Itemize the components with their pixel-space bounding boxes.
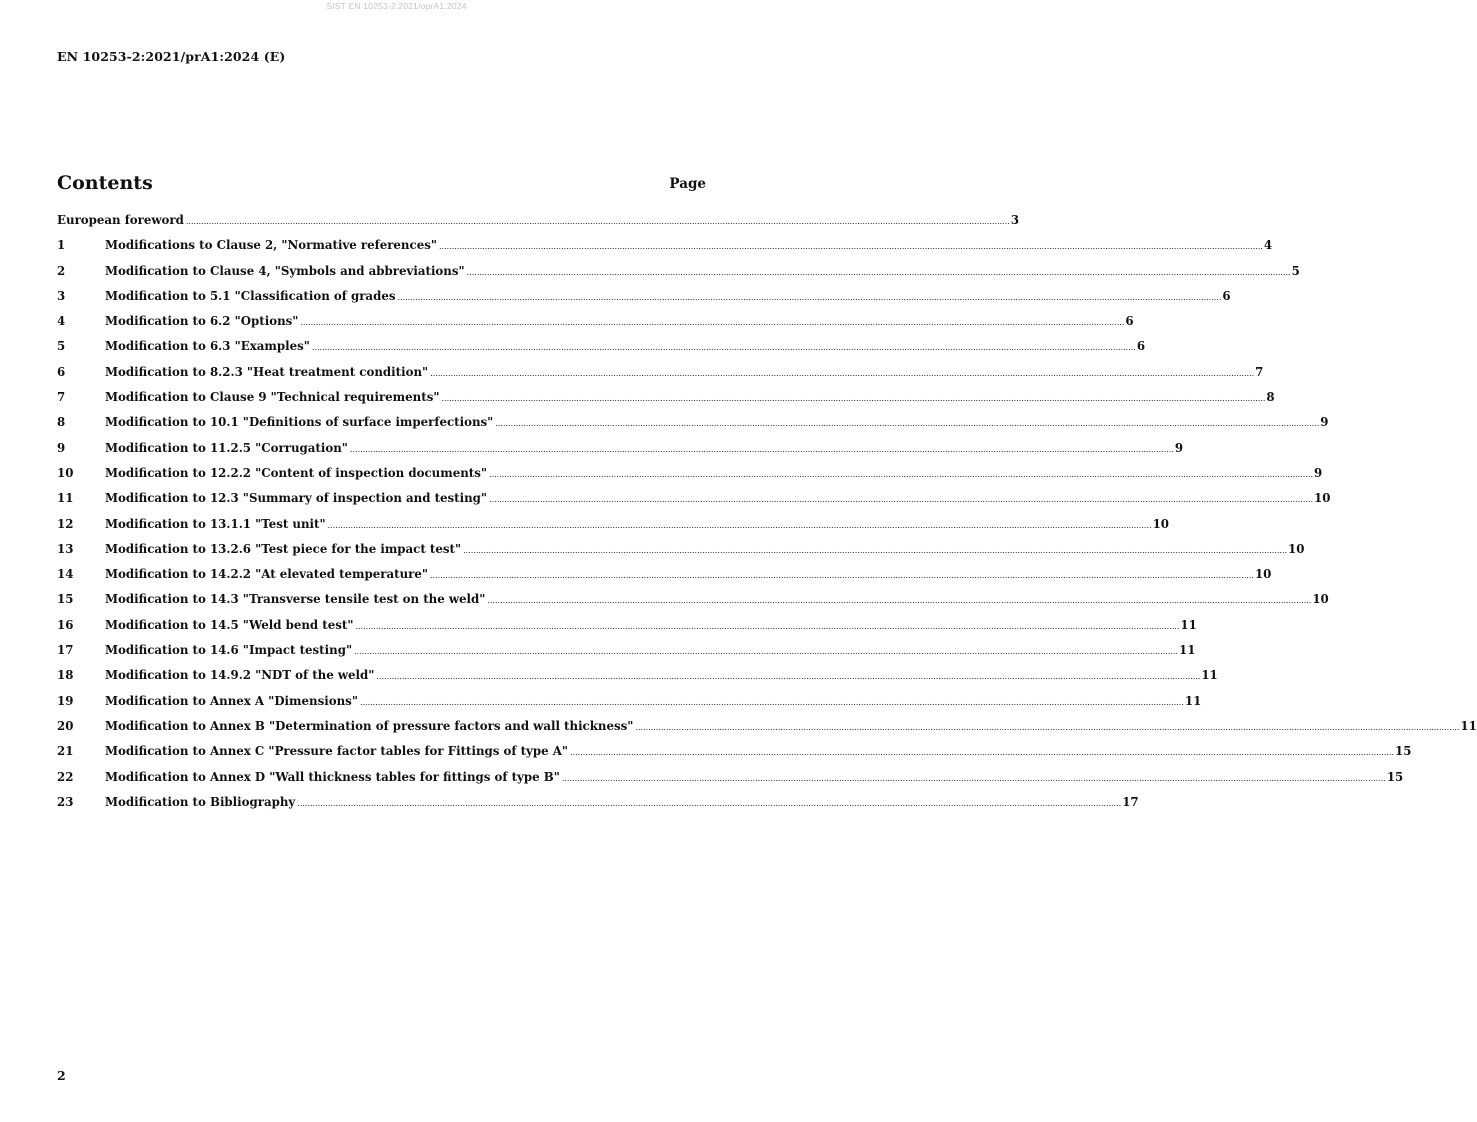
- toc-entry-title[interactable]: Modification to 13.1.1 "Test unit": [105, 516, 326, 531]
- toc-entry[interactable]: [57, 440, 1184, 466]
- toc-entry-page[interactable]: 15: [1394, 744, 1412, 759]
- toc-dot-leader: [489, 470, 1313, 479]
- toc-entry-page[interactable]: 11: [1201, 668, 1218, 683]
- toc-entry-title[interactable]: Modification to Clause 9 "Technical requirements": [105, 390, 440, 405]
- toc-entry-title[interactable]: Modification to 14.9.2 "NDT of the weld": [105, 668, 375, 683]
- toc-dot-leader: [570, 748, 1394, 757]
- toc-dot-leader: [300, 318, 1124, 327]
- toc-entry-number: 21: [57, 744, 74, 759]
- toc-entry-page[interactable]: 15: [1386, 769, 1404, 784]
- toc-entry[interactable]: [57, 693, 1202, 719]
- toc-entry-number: 14: [57, 567, 74, 582]
- toc-dot-leader: [397, 293, 1221, 302]
- toc-dot-leader: [376, 672, 1200, 681]
- toc-dot-leader: [489, 495, 1313, 504]
- toc-entry-number: 4: [57, 314, 66, 329]
- toc-entry-title[interactable]: Modification to 10.1 "Definitions of surface imperfections": [105, 415, 494, 430]
- toc-entry-number: 2: [57, 263, 66, 278]
- toc-dot-leader: [430, 369, 1254, 378]
- toc-entry-number: 20: [57, 718, 74, 733]
- toc-entry[interactable]: [57, 668, 1218, 693]
- toc-entry[interactable]: [57, 263, 1300, 289]
- toc-entry-number: 7: [57, 390, 66, 405]
- toc-entry-number: 1: [57, 238, 66, 253]
- toc-entry-page[interactable]: 11: [1180, 617, 1197, 632]
- toc-entry-number: 3: [57, 288, 66, 303]
- toc-entry-page[interactable]: 11: [1184, 693, 1202, 708]
- toc-dot-leader: [312, 343, 1136, 352]
- toc-entry-number: 10: [57, 465, 74, 480]
- toc-entry[interactable]: [57, 617, 1197, 643]
- toc-entry-title[interactable]: Modification to Annex A "Dimensions": [105, 693, 358, 708]
- toc-entry-title[interactable]: Modification to Annex B "Determination of pressure factors and wall thickness": [105, 718, 634, 733]
- toc-entry-title[interactable]: Modification to 5.1 "Classification of grades: [105, 288, 396, 303]
- toc-entry-page[interactable]: 8: [1266, 390, 1275, 405]
- toc-entry-title[interactable]: Modification to 6.3 "Examples": [105, 339, 310, 354]
- toc-entry-page[interactable]: 4: [1263, 238, 1273, 253]
- toc-dot-leader: [354, 647, 1178, 656]
- toc-entry-title[interactable]: Modification to Annex C "Pressure factor tables for Fittings of type A": [105, 744, 569, 759]
- toc-entry-title[interactable]: Modification to 6.2 "Options": [105, 314, 299, 329]
- toc-entry-page[interactable]: 10: [1254, 567, 1272, 582]
- toc-entry-number: 18: [57, 668, 74, 683]
- toc-entry[interactable]: [57, 769, 1404, 795]
- toc-entry-page[interactable]: 9: [1174, 440, 1184, 455]
- toc-entry-number: 19: [57, 693, 74, 708]
- toc-dot-leader: [635, 723, 1459, 732]
- toc-entry-title[interactable]: Modification to Bibliography: [105, 794, 296, 809]
- toc-entry[interactable]: [57, 288, 1231, 314]
- toc-entry-title[interactable]: Modification to 12.3 "Summary of inspection and testing": [105, 491, 488, 506]
- toc-entry[interactable]: [57, 213, 1020, 238]
- toc-entry-page[interactable]: 17: [1122, 794, 1139, 809]
- toc-dot-leader: [350, 445, 1174, 454]
- toc-entry-title[interactable]: Modification to 14.5 "Weld bend test": [105, 617, 354, 632]
- toc-entry-title[interactable]: Modification to Annex D "Wall thickness tables for fittings of type B": [105, 769, 560, 784]
- toc-entry[interactable]: [57, 238, 1273, 263]
- toc-dot-leader: [442, 394, 1266, 403]
- toc-entry[interactable]: [57, 516, 1169, 542]
- document-id-header: EN 10253-2:2021/prA1:2024 (E): [57, 49, 286, 64]
- toc-entry-number: 13: [57, 541, 74, 556]
- toc-entry-page[interactable]: 10: [1152, 516, 1169, 531]
- toc-entry[interactable]: [57, 567, 1272, 592]
- toc-entry[interactable]: [57, 364, 1264, 390]
- toc-entry-title[interactable]: Modification to 8.2.3 "Heat treatment condition": [105, 364, 429, 379]
- toc-dot-leader: [430, 571, 1254, 580]
- toc-entry-page[interactable]: 6: [1222, 288, 1231, 303]
- toc-entry-page[interactable]: 9: [1313, 465, 1323, 480]
- table-of-contents: [57, 213, 1477, 820]
- toc-entry[interactable]: [57, 314, 1134, 339]
- toc-dot-leader: [355, 622, 1179, 631]
- toc-dot-leader: [186, 217, 1010, 226]
- toc-entry-page[interactable]: 11: [1460, 718, 1477, 733]
- toc-entry-title[interactable]: Modification to 13.2.6 "Test piece for the impact test": [105, 541, 462, 556]
- toc-entry-number: 6: [57, 364, 66, 379]
- toc-entry-page[interactable]: 10: [1312, 592, 1329, 607]
- toc-entry-page[interactable]: 7: [1255, 364, 1264, 379]
- toc-dot-leader: [328, 521, 1152, 530]
- toc-entry[interactable]: [57, 339, 1146, 364]
- toc-dot-leader: [360, 698, 1184, 707]
- toc-entry-page[interactable]: 9: [1320, 415, 1329, 430]
- toc-entry-number: 8: [57, 415, 66, 430]
- footer-page-number: 2: [57, 1068, 66, 1083]
- page-column-label: Page: [669, 176, 706, 192]
- toc-entry-title[interactable]: Modification to 14.2.2 "At elevated temperature": [105, 567, 429, 582]
- toc-entry[interactable]: [57, 794, 1139, 820]
- toc-entry-page[interactable]: 6: [1136, 339, 1146, 354]
- toc-entry[interactable]: [57, 643, 1196, 668]
- toc-entry-page[interactable]: 11: [1179, 643, 1196, 658]
- toc-entry[interactable]: [57, 541, 1305, 567]
- toc-entry[interactable]: [57, 415, 1329, 440]
- toc-dot-leader: [495, 419, 1319, 428]
- toc-entry[interactable]: [57, 390, 1275, 415]
- toc-entry-page[interactable]: 10: [1288, 541, 1305, 556]
- toc-entry[interactable]: [57, 592, 1329, 617]
- toc-entry[interactable]: [57, 465, 1323, 491]
- toc-entry-page[interactable]: 10: [1314, 491, 1331, 506]
- toc-entry-page[interactable]: 5: [1291, 263, 1300, 278]
- toc-entry-number: 22: [57, 769, 74, 784]
- toc-entry-title[interactable]: Modification to Clause 4, "Symbols and abbreviations": [105, 263, 465, 278]
- toc-entry-number: 5: [57, 339, 66, 354]
- toc-entry-number: 12: [57, 516, 74, 531]
- toc-entry-page[interactable]: 6: [1125, 314, 1134, 329]
- toc-entry-number: 11: [57, 491, 74, 506]
- toc-dot-leader: [467, 268, 1291, 277]
- toc-entry-title[interactable]: Modification to 12.2.2 "Content of inspection documents": [105, 465, 488, 480]
- toc-dot-leader: [562, 774, 1386, 783]
- toc-entry-number: 9: [57, 440, 66, 455]
- watermark: SIST EN 10253-2:2021/oprA1:2024: [326, 1, 467, 11]
- toc-entry-title[interactable]: Modifications to Clause 2, "Normative references": [105, 238, 437, 253]
- toc-dot-leader: [439, 242, 1263, 251]
- toc-entry-title[interactable]: European foreword: [57, 213, 184, 227]
- toc-entry[interactable]: [57, 491, 1331, 516]
- toc-entry-title[interactable]: Modification to 14.6 "Impact testing": [105, 643, 353, 658]
- toc-entry-number: 15: [57, 592, 74, 607]
- toc-dot-leader: [463, 546, 1287, 555]
- toc-entry-title[interactable]: Modification to 11.2.5 "Corrugation": [105, 440, 348, 455]
- toc-dot-leader: [297, 799, 1121, 808]
- toc-entry-page[interactable]: 3: [1010, 213, 1020, 227]
- toc-entry-title[interactable]: Modification to 14.3 "Transverse tensile test on the weld": [105, 592, 486, 607]
- contents-heading: Contents: [57, 172, 153, 194]
- toc-entry[interactable]: [57, 744, 1412, 769]
- toc-entry[interactable]: [57, 718, 1477, 744]
- toc-entry-number: 16: [57, 617, 74, 632]
- toc-entry-number: 23: [57, 794, 74, 809]
- toc-entry-number: 17: [57, 643, 74, 658]
- toc-dot-leader: [487, 596, 1311, 605]
